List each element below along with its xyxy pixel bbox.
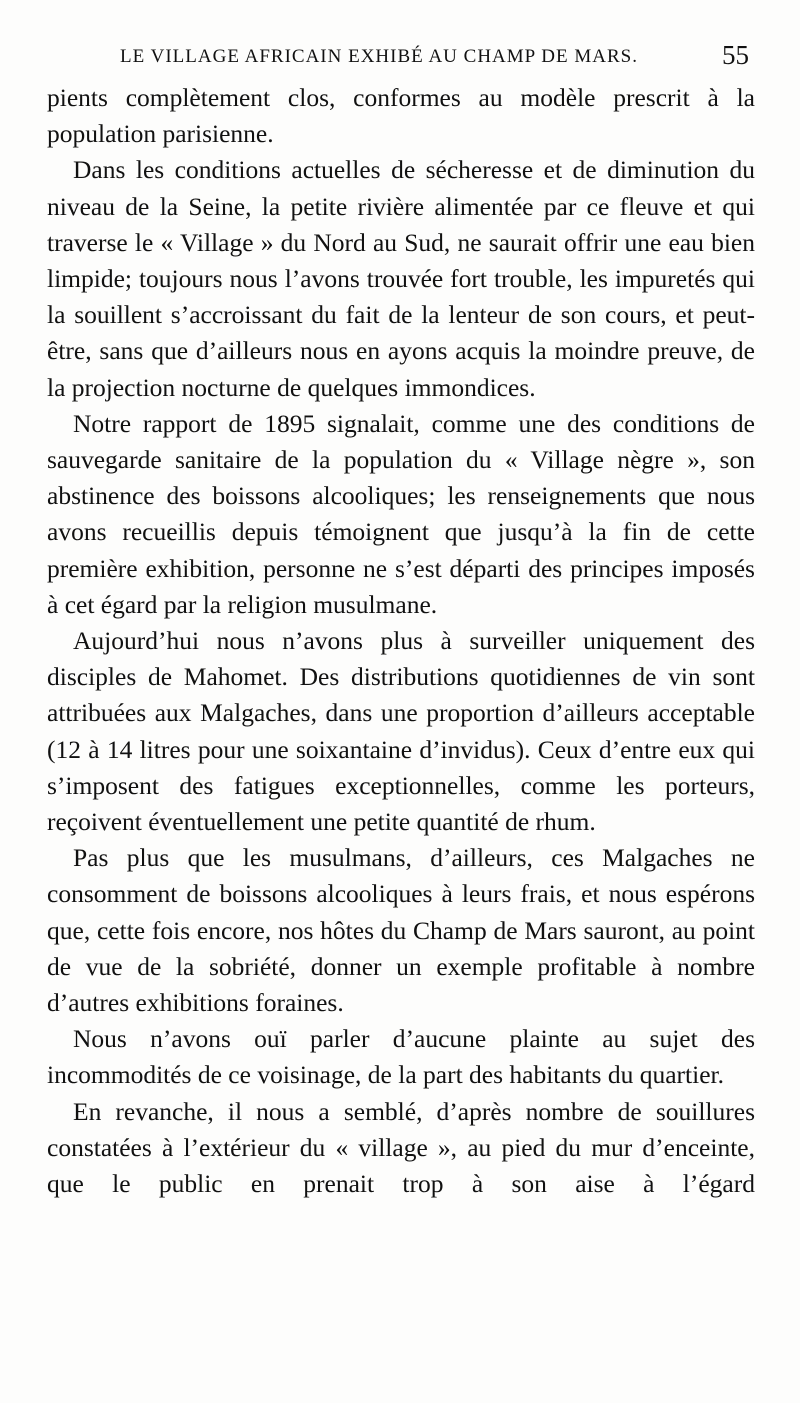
- paragraph: En revanche, il nous a semblé, d’après nombre de souillures constatées à l’extérieur du « village », au pied du mur d’enceinte, que le public en prenait trop à son aise à l’égard: [47, 1096, 755, 1199]
- paragraph: Aujourd’hui nous n’avons plus à surveiller uniquement des disciples de Mahomet. Des distributions quotidiennes de vin sont attribuées aux Malgaches, dans une proportion d’ailleurs acceptable (12 à 14 litres pour une soixantaine d’invidus). Ceux d’entre eux qui s’imposent des fatigues exceptionnelles, comme les porteurs, reçoivent éventuellement une petite quantité de rhum.: [47, 626, 755, 837]
- running-head: LE VILLAGE AFRICAIN EXHIBÉ AU CHAMP DE MARS.: [120, 46, 638, 67]
- paragraph: pients complètement clos, conformes au modèle prescrit à la population parisienne.: [47, 83, 755, 149]
- paragraph: Nous n’avons ouï parler d’aucune plainte au sujet des incommodités de ce voisinage, de la part des habitants du quartier.: [47, 1024, 755, 1090]
- body-text: [47, 80, 755, 1202]
- page-number: 55: [722, 40, 749, 70]
- paragraph: Dans les conditions actuelles de sécheresse et de diminution du niveau de la Seine, la petite rivière alimentée par ce fleuve et qui traverse le « Village » du Nord au Sud, ne saurait offrir une eau bien limpide; toujours nous l’avons trouvée fort trouble, les impuretés qui la souillent s’accroissant du fait de la lenteur de son cours, et peut-être, sans que d’ailleurs nous en ayons acquis la moindre preuve, de la projection nocturne de quelques immondices.: [47, 155, 755, 402]
- paragraph: Pas plus que les musulmans, d’ailleurs, ces Malgaches ne consomment de boissons alcooliques à leurs frais, et nous espérons que, cette fois encore, nos hôtes du Champ de Mars sauront, au point de vue de la sobriété, donner un exemple profitable à nombre d’autres exhibitions foraines.: [47, 843, 755, 1018]
- paragraph: Notre rapport de 1895 signalait, comme une des conditions de sauvegarde sanitaire de la population du « Village nègre », son abstinence des boissons alcooliques; les renseignements que nous avons recueillis depuis témoignent que jusqu’à la fin de cette première exhibition, personne ne s’est départi des principes imposés à cet égard par la religion musulmane.: [47, 408, 755, 619]
